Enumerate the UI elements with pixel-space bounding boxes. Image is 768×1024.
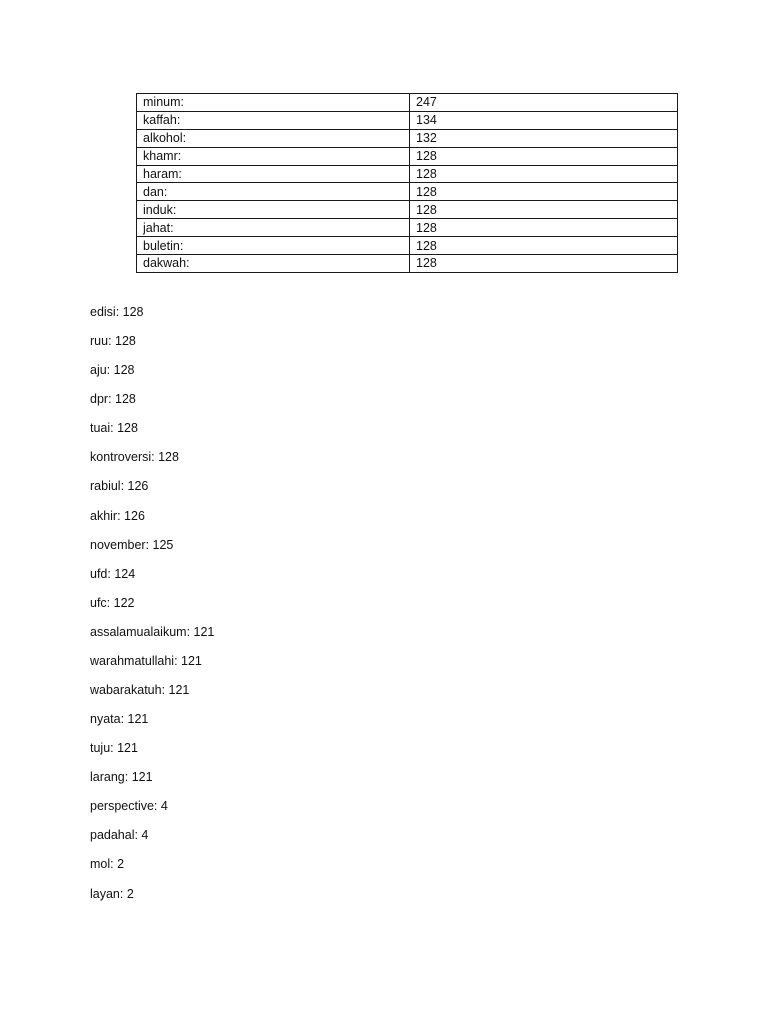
table-row — [137, 183, 678, 201]
list-item: dpr: 128 — [90, 392, 136, 407]
table-cell-count: 128 — [410, 219, 678, 237]
table-cell-term: haram: — [137, 165, 410, 183]
table-cell-term: minum: — [137, 94, 410, 112]
table-row — [137, 94, 678, 112]
table-row — [137, 237, 678, 255]
table-cell-term: induk: — [137, 201, 410, 219]
table-cell-count: 132 — [410, 129, 678, 147]
table-row — [137, 111, 678, 129]
table-row — [137, 129, 678, 147]
table-row — [137, 219, 678, 237]
list-item: rabiul: 126 — [90, 479, 149, 494]
list-item: wabarakatuh: 121 — [90, 683, 190, 698]
list-item: ruu: 128 — [90, 334, 136, 349]
list-item: kontroversi: 128 — [90, 450, 179, 465]
list-item: warahmatullahi: 121 — [90, 653, 202, 668]
list-item: larang: 121 — [90, 770, 153, 785]
table-row — [137, 165, 678, 183]
table-cell-count: 247 — [410, 94, 678, 112]
table-cell-count: 128 — [410, 255, 678, 273]
table-row — [137, 147, 678, 165]
table-cell-count: 128 — [410, 183, 678, 201]
table-row — [137, 201, 678, 219]
word-frequency-table — [136, 93, 678, 273]
table-cell-term: dan: — [137, 183, 410, 201]
word-frequency-table-body — [137, 94, 678, 273]
table-cell-count: 128 — [410, 147, 678, 165]
table-cell-term: alkohol: — [137, 129, 410, 147]
table-cell-count: 128 — [410, 201, 678, 219]
table-cell-term: khamr: — [137, 147, 410, 165]
table-row — [137, 255, 678, 273]
table-cell-term: buletin: — [137, 237, 410, 255]
list-item: nyata: 121 — [90, 712, 149, 727]
table-cell-count: 128 — [410, 237, 678, 255]
table-cell-count: 128 — [410, 165, 678, 183]
list-item: edisi: 128 — [90, 305, 144, 319]
table-cell-term: dakwah: — [137, 255, 410, 273]
list-item: assalamualaikum: 121 — [90, 624, 215, 639]
list-item: tuju: 121 — [90, 741, 138, 756]
list-item: mol: 2 — [90, 857, 125, 872]
list-item: tuai: 128 — [90, 421, 138, 436]
table-cell-count: 134 — [410, 111, 678, 129]
table-cell-term: kaffah: — [137, 111, 410, 129]
table-cell-term: jahat: — [137, 219, 410, 237]
word-frequency-list — [90, 302, 214, 913]
list-item: padahal: 4 — [90, 828, 149, 843]
list-item: november: 125 — [90, 537, 174, 552]
list-item: akhir: 126 — [90, 508, 145, 523]
list-item: perspective: 4 — [90, 799, 168, 814]
list-item: aju: 128 — [90, 363, 135, 378]
list-item: layan: 2 — [90, 886, 134, 901]
list-item: ufd: 124 — [90, 566, 136, 581]
list-item: ufc: 122 — [90, 595, 135, 610]
